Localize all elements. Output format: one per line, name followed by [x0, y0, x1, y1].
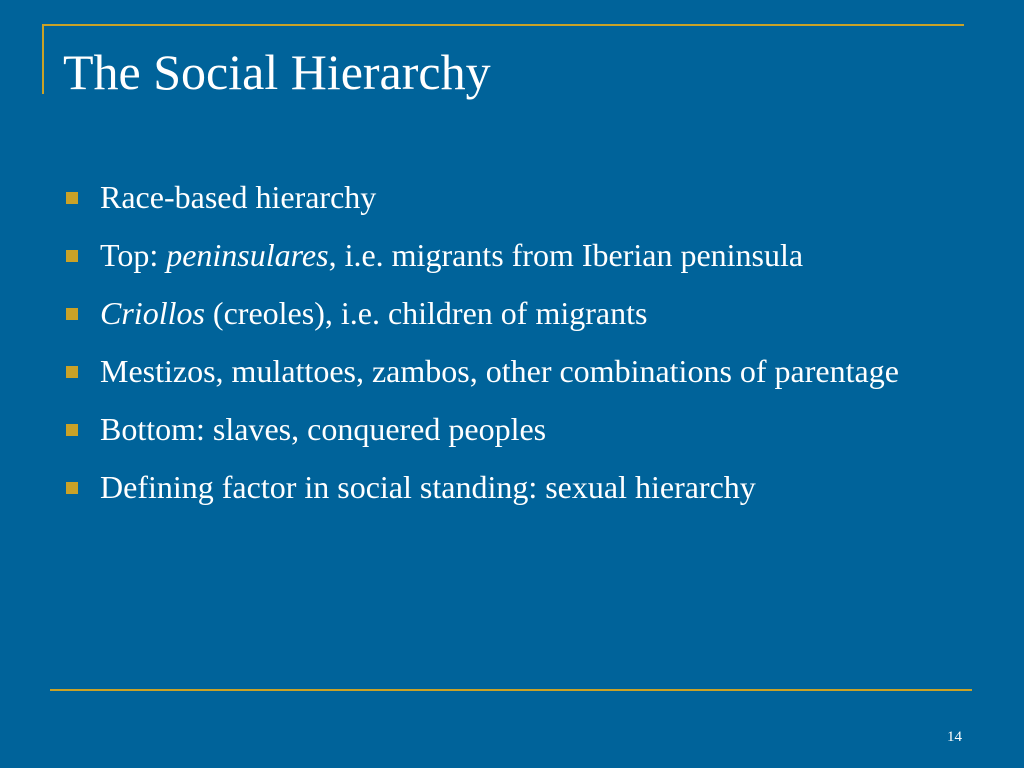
- square-bullet-icon: [64, 346, 100, 396]
- square-bullet-icon: [64, 172, 100, 222]
- square-bullet-icon: [64, 230, 100, 280]
- bullet-item-criollos: [64, 288, 964, 338]
- bullet-text: Mestizos, mulattoes, zambos, other combinations of parentage: [100, 353, 899, 389]
- left-frame-line: [42, 24, 44, 94]
- bullet-text: [100, 288, 964, 338]
- square-bullet-icon: [64, 404, 100, 454]
- bullet-list: [64, 172, 964, 520]
- bullet-text: Race-based hierarchy: [100, 179, 377, 215]
- square-bullet-icon: [64, 462, 100, 512]
- top-frame-line: [42, 24, 964, 26]
- bullet-item-race-based: [64, 172, 964, 222]
- bottom-frame-line: [50, 689, 972, 691]
- bullet-suffix: (creoles), i.e. children of migrants: [204, 295, 648, 331]
- bullet-text: Bottom: slaves, conquered peoples: [100, 411, 547, 447]
- page-number: 14: [947, 729, 962, 745]
- bullet-emphasis: peninsulares: [166, 237, 329, 273]
- square-bullet-icon: [64, 288, 100, 338]
- bullet-prefix: Top:: [100, 237, 167, 273]
- bullet-emphasis: Criollos: [100, 295, 205, 331]
- bullet-item-bottom: [64, 404, 964, 454]
- bullet-suffix: , i.e. migrants from Iberian peninsula: [328, 237, 804, 273]
- bullet-item-defining-factor: [64, 462, 964, 512]
- slide-title: The Social Hierarchy: [63, 44, 491, 100]
- bullet-item-top: [64, 230, 964, 280]
- bullet-text: Defining factor in social standing: sexual hierarchy: [100, 469, 756, 505]
- bullet-text: [100, 230, 964, 280]
- bullet-item-mixed-parentage: [64, 346, 964, 396]
